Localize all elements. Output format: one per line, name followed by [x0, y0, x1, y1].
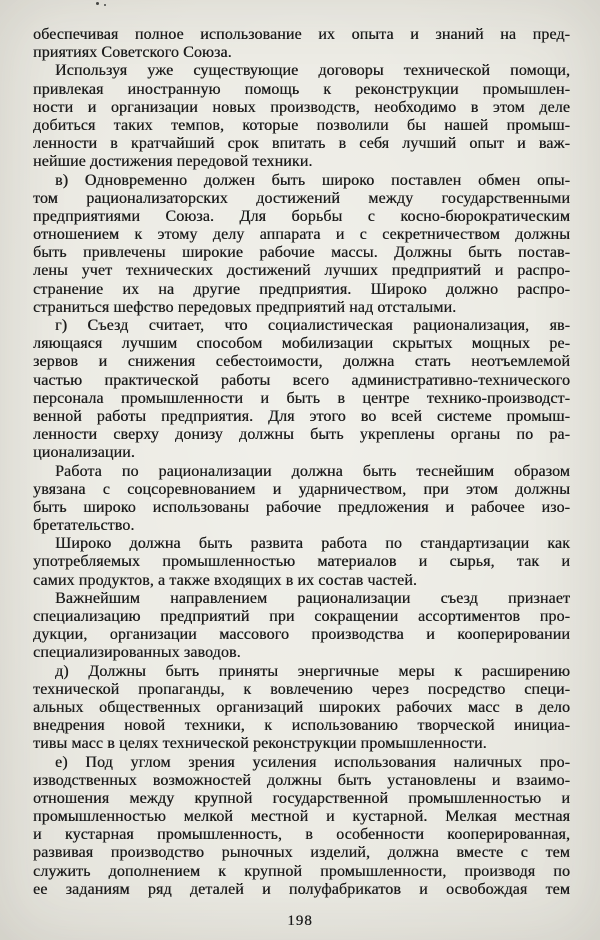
scan-speck	[104, 4, 106, 6]
text-line: развивая производство рыночных изделий, должна вместе с тем	[33, 844, 570, 862]
text-line: промышленностью мелкой местной и кустарной. Мелкая местная	[33, 808, 570, 826]
text-line: бретательство.	[33, 517, 135, 535]
text-line: ленности сверху донизу должны быть укреплены органы по ра-	[33, 426, 570, 444]
text-line: привлекая иностранную помощь к реконструкции промышлен-	[33, 80, 570, 98]
paragraph	[33, 754, 570, 900]
text-line: г) Съезд считает, что социалистическая рационализация, яв-	[55, 317, 570, 334]
page-number: 198	[287, 913, 313, 929]
text-line: Работа по рационализации должна быть теснейшим образом	[55, 462, 570, 480]
text-line: добиться таких темпов, которые позволили бы нашей промыш-	[33, 116, 570, 134]
text-line: употребляемых промышленностью материалов и сырья, так и	[33, 553, 570, 571]
text-line: ности и организации новых производств, необходимо в этом деле	[33, 98, 570, 116]
paragraph	[33, 663, 570, 754]
text-line: и кустарная промышленность, в особенности кооперированная,	[33, 826, 570, 844]
text-line: страниться шефство передовых предприятий над отсталыми.	[33, 298, 457, 316]
text-line: ционализации.	[33, 444, 135, 462]
text-line: специализированных заводов.	[33, 644, 241, 662]
text-line: ленности в кратчайший срок впитать в себя лучший опыт и важ-	[33, 135, 570, 153]
text-line: отношением к этому делу аппарата и с секретничеством должны	[33, 226, 570, 244]
text-line: частью практической работы всего административно-технического	[33, 371, 570, 389]
scan-speck	[96, 2, 99, 5]
text-line: изводственных возможностей должны быть установлены и взаимо-	[33, 771, 570, 789]
text-line: зервов и снижения себестоимости, должна стать неотъемлемой	[33, 353, 570, 371]
text-line: венной работы предприятия. Для этого во всей системе промыш-	[33, 407, 570, 425]
text-line: отношения между крупной государственной промышленностью и	[33, 789, 570, 807]
text-line: персонала промышленности и быть в центре технико-производст-	[33, 389, 570, 407]
paragraph	[33, 26, 570, 62]
paragraph	[33, 317, 570, 463]
text-line: служить дополнением к крупной промышленности, производя по	[33, 862, 570, 880]
text-line: быть широко использованы рабочие предложения и рабочее изо-	[33, 498, 570, 516]
paragraph	[33, 62, 570, 171]
text-line: увязана с соцсоревнованием и ударничеством, при этом должны	[33, 480, 570, 498]
text-line: Используя уже существующие договоры технической помощи,	[55, 62, 570, 80]
text-line: лены учет технических достижений лучших предприятий и распро-	[33, 262, 570, 280]
text-line: внедрения новой техники, к использованию творческой инициа-	[33, 717, 570, 735]
text-line: приятиях Советского Союза.	[33, 44, 232, 62]
text-line: предприятиями Союза. Для борьбы с косно-бюрократическим	[33, 207, 570, 225]
text-line: е) Под углом зрения усиления использования наличных про-	[55, 753, 570, 771]
page-text	[33, 26, 570, 899]
text-line: дукции, организации массового производства и кооперировании	[33, 626, 570, 644]
text-line: альных общественных организаций широких рабочих масс в дело	[33, 698, 570, 716]
text-line: обеспечивая полное использование их опыта и знаний на пред-	[33, 26, 570, 43]
text-line: технической пропаганды, к вовлечению через посредство специ-	[33, 680, 570, 698]
text-line: нейшие достижения передовой техники.	[33, 153, 313, 171]
paragraph	[33, 590, 570, 663]
paragraph	[33, 535, 570, 590]
text-line: д) Должны быть приняты энергичные меры к расширению	[55, 662, 570, 680]
text-line: том рационализаторских достижений между государственными	[33, 189, 570, 207]
text-line: Широко должна быть развита работа по стандартизации как	[55, 535, 570, 553]
text-line: быть привлечены широкие рабочие массы. Должны быть постав-	[33, 244, 570, 262]
text-line: самих продуктов, а также входящих в их состав частей.	[33, 571, 417, 589]
text-line: ее заданиям ряд деталей и полуфабрикатов и освобождая тем	[33, 880, 570, 898]
text-line: ляющаяся лучшим способом мобилизации скрытых мощных ре-	[33, 335, 570, 353]
text-line: специализацию предприятий при сокращении ассортиментов про-	[33, 608, 570, 625]
paragraph	[33, 463, 570, 536]
paragraph	[33, 172, 570, 318]
text-line: тивы масс в целях технической реконструкции промышленности.	[33, 735, 487, 753]
text-line: Важнейшим направлением рационализации съезд признает	[55, 589, 570, 607]
text-line: в) Одновременно должен быть широко поставлен обмен опы-	[55, 171, 570, 189]
text-line: странение их на другие предприятия. Широко должно распро-	[33, 280, 570, 298]
